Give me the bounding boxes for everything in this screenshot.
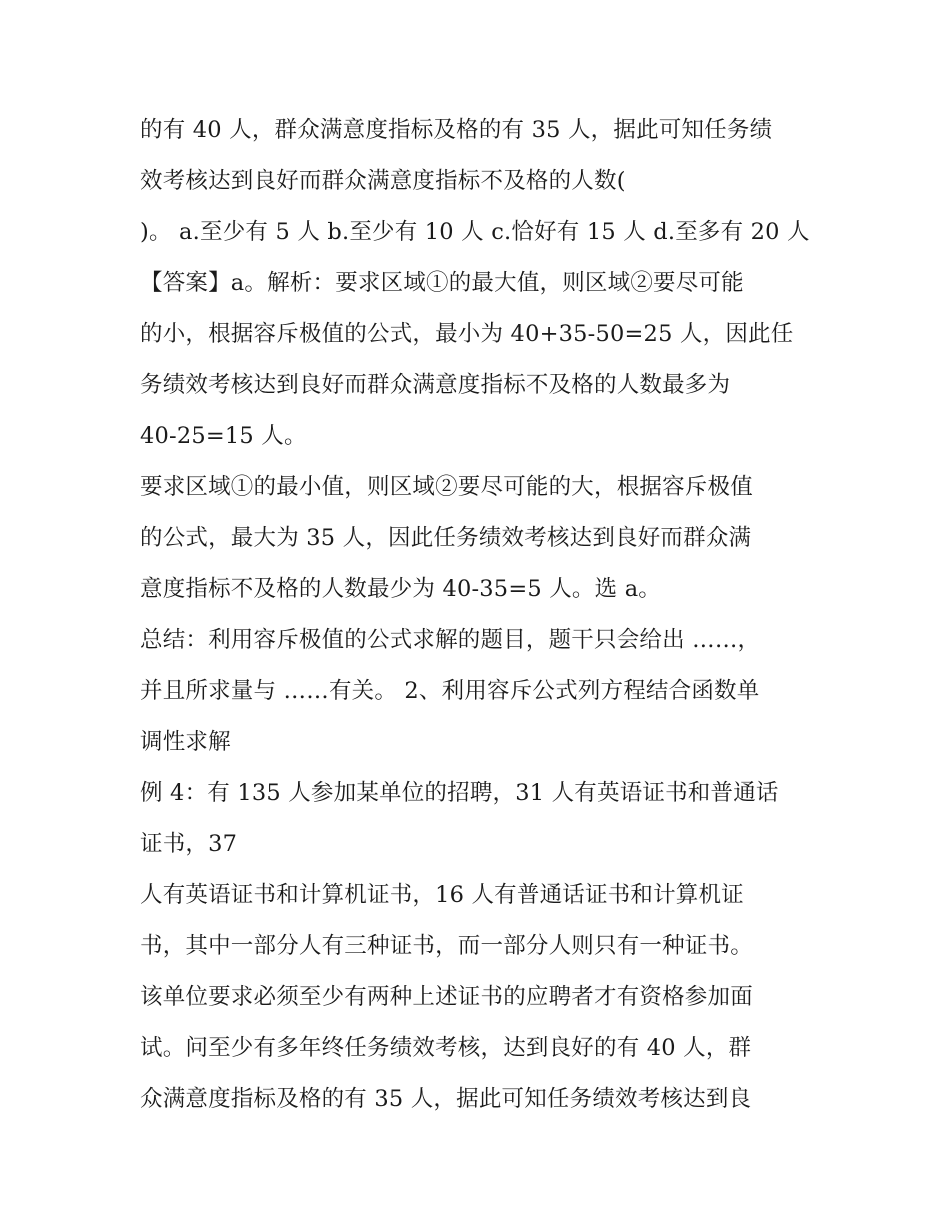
text-line: 总结：利用容斥极值的公式求解的题目，题干只会给出 ……， bbox=[140, 627, 761, 653]
document-body bbox=[140, 105, 820, 1125]
text-line: 人有英语证书和计算机证书，16 人有普通话证书和计算机证 bbox=[140, 882, 744, 908]
text-line: 调性求解 bbox=[140, 729, 231, 755]
text-line: 例 4：有 135 人参加某单位的招聘，31 人有英语证书和普通话 bbox=[140, 780, 779, 806]
text-line: 效考核达到良好而群众满意度指标不及格的人数( bbox=[140, 168, 626, 194]
text-line: 试。问至少有多年终任务绩效考核，达到良好的有 40 人，群 bbox=[140, 1035, 752, 1061]
text-line: 40-25=15 人。 bbox=[140, 423, 307, 449]
text-line: 证书，37 bbox=[140, 831, 238, 857]
text-line: 的公式，最大为 35 人，因此任务绩效考核达到良好而群众满 bbox=[140, 525, 752, 551]
text-line: 意度指标不及格的人数最少为 40-35=5 人。选 a。 bbox=[140, 576, 662, 602]
text-line: 的小，根据容斥极值的公式，最小为 40+35-50=25 人，因此任 bbox=[140, 321, 794, 347]
text-line: 要求区域①的最小值，则区域②要尽可能的大，根据容斥极值 bbox=[140, 474, 753, 500]
text-line: 并且所求量与 ……有关。 2、利用容斥公式列方程结合函数单 bbox=[140, 678, 760, 704]
text-line: 务绩效考核达到良好而群众满意度指标不及格的人数最多为 bbox=[140, 372, 731, 398]
text-line: )。 a.至少有 5 人 b.至少有 10 人 c.恰好有 15 人 d.至多有 20 人 bbox=[140, 219, 810, 245]
text-line: 众满意度指标及格的有 35 人，据此可知任务绩效考核达到良 bbox=[140, 1086, 752, 1112]
text-line: 该单位要求必须至少有两种上述证书的应聘者才有资格参加面 bbox=[140, 984, 753, 1010]
text-line: 书，其中一部分人有三种证书，而一部分人则只有一种证书。 bbox=[140, 933, 753, 959]
text-line: 【答案】a。解析：要求区域①的最大值，则区域②要尽可能 bbox=[140, 270, 744, 296]
text-line: 的有 40 人，群众满意度指标及格的有 35 人，据此可知任务绩 bbox=[140, 117, 773, 143]
